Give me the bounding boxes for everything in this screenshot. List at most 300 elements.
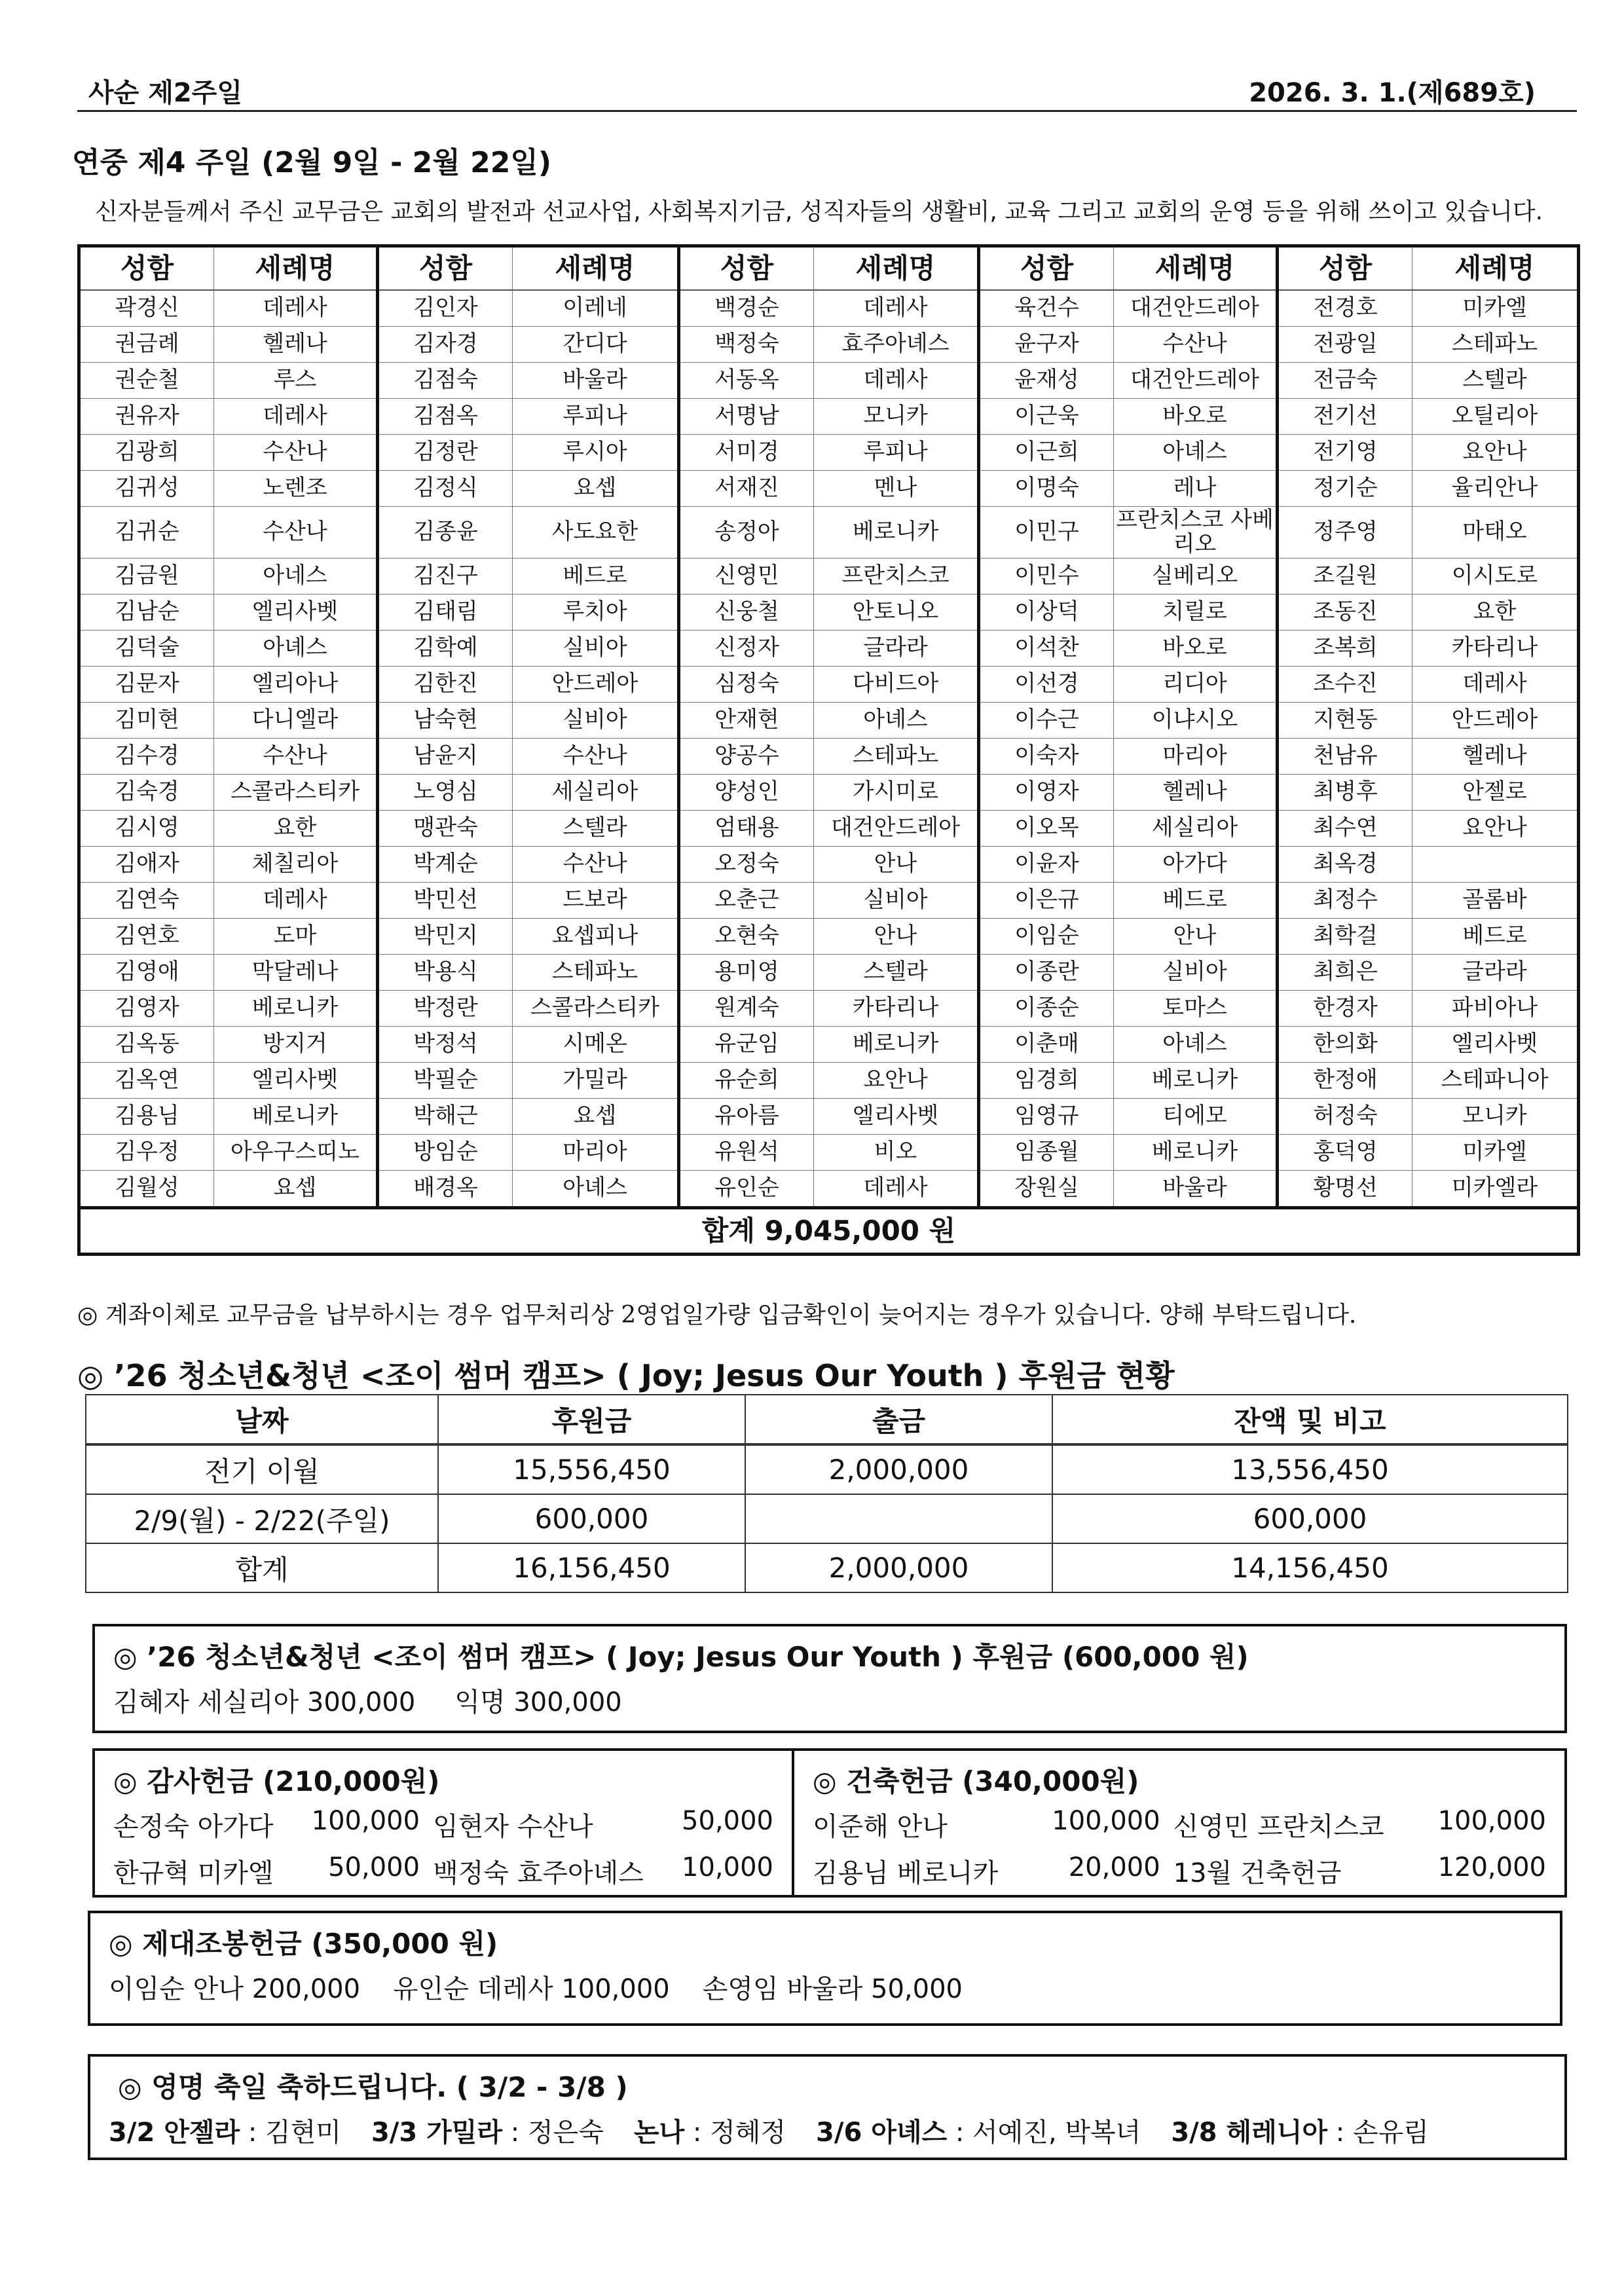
altar-offering-box: [88, 1911, 1562, 2026]
table-row: [79, 811, 1579, 847]
donor-name: 이윤자: [979, 847, 1114, 883]
donor-name: 이상덕: [979, 595, 1114, 631]
donor-name: 박민선: [378, 883, 513, 919]
donor-name: 김용님 베로니카: [813, 1858, 999, 1888]
donor-name: 김남순: [79, 595, 214, 631]
donor-name: 조수진: [1278, 667, 1412, 703]
donor-name: 박계순: [378, 847, 513, 883]
donor-name: 오춘근: [679, 883, 814, 919]
donor-name: 최학걸: [1278, 919, 1412, 955]
donor-name: 백경순: [679, 290, 814, 327]
feast-saint: 3/8 헤레니아: [1171, 2118, 1328, 2148]
donor-name: 이민구: [979, 507, 1114, 559]
donation-item: 김혜자 세실리아 300,000: [113, 1687, 416, 1717]
donation-amount: 120,000: [1437, 1852, 1546, 1882]
baptismal-name: 이시도로: [1412, 559, 1579, 595]
baptismal-name: 베로니카: [814, 1027, 979, 1063]
donor-name: 박정석: [378, 1027, 513, 1063]
baptismal-name: 이냐시오: [1114, 703, 1278, 739]
baptismal-name: 헬레나: [1412, 739, 1579, 775]
table-row: [79, 1171, 1579, 1208]
column-header: 출금: [745, 1395, 1052, 1444]
donor-name: 황명선: [1278, 1171, 1412, 1208]
donor-name: 유인순: [679, 1171, 814, 1208]
baptismal-name: 데레사: [814, 290, 979, 327]
baptismal-name: 바오로: [1114, 399, 1278, 435]
donor-name: 권유자: [79, 399, 214, 435]
donor-name: 원계숙: [679, 991, 814, 1027]
donor-name: 임현자 수산나: [433, 1812, 593, 1842]
donor-name: 김영자: [79, 991, 214, 1027]
donor-name: 용미영: [679, 955, 814, 991]
donor-name: 김귀순: [79, 507, 214, 559]
column-header-saint: 세례명: [1114, 246, 1278, 291]
baptismal-name: 루시아: [513, 435, 679, 471]
baptismal-name: 안젤로: [1412, 775, 1579, 811]
baptismal-name: 요안나: [1412, 435, 1579, 471]
donation-item: 이임순 안나 200,000: [109, 1974, 361, 2004]
table-row: [79, 703, 1579, 739]
baptismal-name: 다니엘라: [214, 703, 378, 739]
baptismal-name: 티에모: [1114, 1099, 1278, 1135]
donor-name: 김우정: [79, 1135, 214, 1171]
donor-name: 심정숙: [679, 667, 814, 703]
section-title: 연중 제4 주일 (2월 9일 - 2월 22일): [72, 146, 551, 179]
donor-name: 최수연: [1278, 811, 1412, 847]
feast-day-box: [88, 2054, 1567, 2160]
donor-name: 신정자: [679, 631, 814, 667]
table-cell: 13,556,450: [1052, 1444, 1568, 1494]
baptismal-name: 미카엘: [1412, 290, 1579, 327]
donor-name: 한경자: [1278, 991, 1412, 1027]
donor-name: 이근욱: [979, 399, 1114, 435]
baptismal-name: 스테파노: [814, 739, 979, 775]
table-cell: [745, 1494, 1052, 1543]
building-offering-box: [792, 1748, 1567, 1898]
donor-name: 김점숙: [378, 363, 513, 399]
baptismal-name: 가밀라: [513, 1063, 679, 1099]
total-row: [79, 1208, 1579, 1255]
baptismal-name: 아우구스띠노: [214, 1135, 378, 1171]
donation-amount: 100,000: [1052, 1806, 1160, 1836]
donor-name: 최병후: [1278, 775, 1412, 811]
donor-name: 전광일: [1278, 327, 1412, 363]
baptismal-name: 수산나: [214, 435, 378, 471]
thanks-offering-box: [92, 1748, 794, 1898]
building-offering-title: ◎ 건축헌금 (340,000원): [813, 1765, 1139, 1797]
column-header-saint: 세례명: [214, 246, 378, 291]
donor-name: 양성인: [679, 775, 814, 811]
donor-name: 이오목: [979, 811, 1114, 847]
table-row: [79, 991, 1579, 1027]
baptismal-name: 안토니오: [814, 595, 979, 631]
baptismal-name: 가시미로: [814, 775, 979, 811]
donor-name: 신웅철: [679, 595, 814, 631]
baptismal-name: 수산나: [513, 847, 679, 883]
baptismal-name: 수산나: [513, 739, 679, 775]
baptismal-name: 바울라: [513, 363, 679, 399]
donor-name: 유군임: [679, 1027, 814, 1063]
baptismal-name: 골롬바: [1412, 883, 1579, 919]
donor-name: 정기순: [1278, 471, 1412, 507]
donation-amount: 20,000: [1068, 1852, 1160, 1882]
column-header-saint: 세례명: [814, 246, 979, 291]
total-amount: 합계 9,045,000 원: [79, 1208, 1579, 1255]
baptismal-name: 데레사: [214, 399, 378, 435]
donation-item: 유인순 데레사 100,000: [393, 1974, 670, 2004]
table-row: [79, 327, 1579, 363]
baptismal-name: 수산나: [1114, 327, 1278, 363]
table-row: [79, 559, 1579, 595]
baptismal-name: 바울라: [1114, 1171, 1278, 1208]
baptismal-name: 데레사: [214, 883, 378, 919]
baptismal-name: 레나: [1114, 471, 1278, 507]
baptismal-name: 막달레나: [214, 955, 378, 991]
baptismal-name: 아녜스: [1114, 1027, 1278, 1063]
donor-name: 육건수: [979, 290, 1114, 327]
baptismal-name: 스테파노: [513, 955, 679, 991]
baptismal-name: 마태오: [1412, 507, 1579, 559]
table-row: [79, 435, 1579, 471]
donor-name: 한의화: [1278, 1027, 1412, 1063]
baptismal-name: 베로니카: [214, 991, 378, 1027]
donor-name: 서명남: [679, 399, 814, 435]
baptismal-name: 엘리사벳: [214, 595, 378, 631]
donor-name: 신영민 프란치스코: [1173, 1812, 1384, 1842]
baptismal-name: 데레사: [814, 363, 979, 399]
baptismal-name: 데레사: [214, 290, 378, 327]
baptismal-name: 아네스: [214, 559, 378, 595]
donor-name: 김연호: [79, 919, 214, 955]
table-row: [79, 399, 1579, 435]
baptismal-name: 실베리오: [1114, 559, 1278, 595]
baptismal-name: 스콜라스티카: [214, 775, 378, 811]
baptismal-name: 엘리사벳: [214, 1063, 378, 1099]
table-row: [79, 1027, 1579, 1063]
baptismal-name: 엘리사벳: [814, 1099, 979, 1135]
donor-name: 박필순: [378, 1063, 513, 1099]
donor-name: 권순철: [79, 363, 214, 399]
donor-name: 김인자: [378, 290, 513, 327]
donor-name: 노영심: [378, 775, 513, 811]
donor-name: 유순희: [679, 1063, 814, 1099]
donor-name: 임영규: [979, 1099, 1114, 1135]
donation-amount: 100,000: [311, 1806, 420, 1836]
table-row: [86, 1444, 1568, 1494]
baptismal-name: 모니카: [814, 399, 979, 435]
donor-name: 서동옥: [679, 363, 814, 399]
donor-name: 김한진: [378, 667, 513, 703]
donor-name: 박용식: [378, 955, 513, 991]
donor-name: 이종란: [979, 955, 1114, 991]
donor-name: 조길원: [1278, 559, 1412, 595]
baptismal-name: 데레사: [814, 1171, 979, 1208]
donor-name: 맹관숙: [378, 811, 513, 847]
donor-name: 조동진: [1278, 595, 1412, 631]
table-row: [79, 595, 1579, 631]
baptismal-name: 스테파니아: [1412, 1063, 1579, 1099]
donor-name: 남숙현: [378, 703, 513, 739]
baptismal-name: 글라라: [814, 631, 979, 667]
baptismal-name: 아가다: [1114, 847, 1278, 883]
donor-name: 박정란: [378, 991, 513, 1027]
donor-name: 장원실: [979, 1171, 1114, 1208]
column-header: 후원금: [438, 1395, 745, 1444]
donor-name: 김광희: [79, 435, 214, 471]
donor-name: 한규혁 미카엘: [113, 1858, 274, 1888]
table-cell: 합계: [86, 1543, 438, 1592]
baptismal-name: 아녜스: [214, 631, 378, 667]
column-header: 잔액 및 비고: [1052, 1395, 1568, 1444]
baptismal-name: 스테파노: [1412, 327, 1579, 363]
table-row: [79, 883, 1579, 919]
donor-name: 박해근: [378, 1099, 513, 1135]
donor-name: 신영민: [679, 559, 814, 595]
donor-name: 곽경신: [79, 290, 214, 327]
donor-name: 김시영: [79, 811, 214, 847]
baptismal-name: [1412, 847, 1579, 883]
baptismal-name: 글라라: [1412, 955, 1579, 991]
baptismal-name: 노렌조: [214, 471, 378, 507]
baptismal-name: 베로니카: [214, 1099, 378, 1135]
baptismal-name: 마리아: [1114, 739, 1278, 775]
baptismal-name: 베로니카: [1114, 1063, 1278, 1099]
feast-item: [109, 2112, 341, 2149]
donor-name: 양공수: [679, 739, 814, 775]
baptismal-name: 프란치스코 사베리오: [1114, 507, 1278, 559]
table-row: [86, 1494, 1568, 1543]
donor-name: 최정수: [1278, 883, 1412, 919]
baptismal-name: 수산나: [214, 739, 378, 775]
donor-name: 김옥연: [79, 1063, 214, 1099]
donation-amount: 50,000: [682, 1806, 773, 1836]
donor-name: 배경옥: [378, 1171, 513, 1208]
baptismal-name: 세실리아: [1114, 811, 1278, 847]
donor-name: 오정숙: [679, 847, 814, 883]
column-header-name: 성함: [79, 246, 214, 291]
donor-name: 서미경: [679, 435, 814, 471]
table-cell: 16,156,450: [438, 1543, 745, 1592]
donor-name: 김숙경: [79, 775, 214, 811]
baptismal-name: 헬레나: [214, 327, 378, 363]
baptismal-name: 요셉: [513, 1099, 679, 1135]
bulletin-week: 사순 제2주일: [88, 78, 242, 108]
baptismal-name: 베로니카: [814, 507, 979, 559]
baptismal-name: 요안나: [1412, 811, 1579, 847]
transfer-note: ◎ 계좌이체로 교무금을 납부하시는 경우 업무처리상 2영업일가량 입금확인이 늦어지는 경우가 있습니다. 양해 부탁드립니다.: [77, 1302, 1357, 1329]
bulletin-date: 2026. 3. 1.(제689호): [1249, 78, 1536, 108]
column-header-saint: 세례명: [1412, 246, 1579, 291]
donor-name: 오현숙: [679, 919, 814, 955]
donor-name: 김태림: [378, 595, 513, 631]
donor-name: 김옥동: [79, 1027, 214, 1063]
baptismal-name: 비오: [814, 1135, 979, 1171]
donor-name: 윤재성: [979, 363, 1114, 399]
baptismal-name: 모니카: [1412, 1099, 1579, 1135]
baptismal-name: 베드로: [513, 559, 679, 595]
baptismal-name: 율리안나: [1412, 471, 1579, 507]
baptismal-name: 스텔라: [1412, 363, 1579, 399]
donor-name: 안재현: [679, 703, 814, 739]
donor-name: 방임순: [378, 1135, 513, 1171]
baptismal-name: 미카엘라: [1412, 1171, 1579, 1208]
donor-name: 정주영: [1278, 507, 1412, 559]
donor-name: 김덕술: [79, 631, 214, 667]
table-cell: 600,000: [438, 1494, 745, 1543]
baptismal-name: 루치아: [513, 595, 679, 631]
baptismal-name: 도마: [214, 919, 378, 955]
donation-amount: 100,000: [1437, 1806, 1546, 1836]
donor-name: 13월 건축헌금: [1173, 1858, 1342, 1888]
donation-amount: 10,000: [682, 1852, 773, 1882]
baptismal-name: 실비아: [513, 703, 679, 739]
baptismal-name: 베로니카: [1114, 1135, 1278, 1171]
donor-name: 이준해 안나: [813, 1812, 948, 1842]
donor-name: 김영애: [79, 955, 214, 991]
feast-saint: 3/6 아녜스: [816, 2118, 948, 2148]
column-header-name: 성함: [979, 246, 1114, 291]
donor-name: 이임순: [979, 919, 1114, 955]
youth-fund-title: ◎ ’26 청소년&청년 <조이 썸머 캠프> ( Joy; Jesus Our Youth ) 후원금 현황: [77, 1358, 1175, 1393]
baptismal-name: 안드레아: [1412, 703, 1579, 739]
donor-name: 이춘매: [979, 1027, 1114, 1063]
baptismal-name: 요한: [214, 811, 378, 847]
donor-name: 권금례: [79, 327, 214, 363]
baptismal-name: 사도요한: [513, 507, 679, 559]
baptismal-name: 카타리나: [814, 991, 979, 1027]
table-cell: 2/9(월) - 2/22(주일): [86, 1494, 438, 1543]
donor-name: 이은규: [979, 883, 1114, 919]
donor-name: 유아름: [679, 1099, 814, 1135]
column-header-name: 성함: [679, 246, 814, 291]
donor-name: 박민지: [378, 919, 513, 955]
donor-name: 김연숙: [79, 883, 214, 919]
table-cell: 600,000: [1052, 1494, 1568, 1543]
baptismal-name: 엘리아나: [214, 667, 378, 703]
baptismal-name: 아녜스: [814, 703, 979, 739]
baptismal-name: 마리아: [513, 1135, 679, 1171]
feast-names: : 손유림: [1327, 2118, 1429, 2148]
table-row: [79, 1063, 1579, 1099]
table-row: [79, 507, 1579, 559]
donor-name: 이민수: [979, 559, 1114, 595]
table-row: [86, 1543, 1568, 1592]
table-row: [79, 919, 1579, 955]
feast-saint: 3/2 안젤라: [109, 2118, 240, 2148]
donor-name: 서재진: [679, 471, 814, 507]
donation-item: 손영임 바울라 50,000: [702, 1974, 963, 2004]
donor-name: 이선경: [979, 667, 1114, 703]
baptismal-name: 대건안드레아: [1114, 363, 1278, 399]
baptismal-name: 오틸리아: [1412, 399, 1579, 435]
table-cell: 2,000,000: [745, 1543, 1052, 1592]
donor-name: 이수근: [979, 703, 1114, 739]
feast-names: : 김현미: [240, 2118, 341, 2148]
donor-name: 김종윤: [378, 507, 513, 559]
donor-name: 최희은: [1278, 955, 1412, 991]
donor-name: 천남유: [1278, 739, 1412, 775]
table-row: [79, 739, 1579, 775]
section-subtitle: 신자분들께서 주신 교무금은 교회의 발전과 선교사업, 사회복지기금, 성직자들의 생활비, 교육 그리고 교회의 운영 등을 위해 쓰이고 있습니다.: [95, 198, 1543, 225]
donor-table: [77, 244, 1580, 1256]
donor-name: 허정숙: [1278, 1099, 1412, 1135]
feast-names: : 정혜정: [684, 2118, 786, 2148]
baptismal-name: 요한: [1412, 595, 1579, 631]
table-row: [79, 1099, 1579, 1135]
baptismal-name: 토마스: [1114, 991, 1278, 1027]
table-cell: 15,556,450: [438, 1444, 745, 1494]
table-row: [79, 363, 1579, 399]
donor-name: 송정아: [679, 507, 814, 559]
baptismal-name: 프란치스코: [814, 559, 979, 595]
donor-name: 전기선: [1278, 399, 1412, 435]
table-row: [79, 847, 1579, 883]
donation-item: 익명 300,000: [454, 1687, 622, 1717]
baptismal-name: 루피나: [513, 399, 679, 435]
donor-name: 이근희: [979, 435, 1114, 471]
baptismal-name: 대건안드레아: [1114, 290, 1278, 327]
donor-name: 김미현: [79, 703, 214, 739]
donor-name: 김점옥: [378, 399, 513, 435]
donor-name: 한정애: [1278, 1063, 1412, 1099]
baptismal-name: 안나: [814, 919, 979, 955]
baptismal-name: 파비아나: [1412, 991, 1579, 1027]
baptismal-name: 세실리아: [513, 775, 679, 811]
donor-name: 전경호: [1278, 290, 1412, 327]
feast-names: : 서예진, 박복녀: [947, 2118, 1141, 2148]
feast-item: [816, 2112, 1141, 2149]
baptismal-name: 루스: [214, 363, 378, 399]
column-header: 날짜: [86, 1395, 438, 1444]
feast-saint: 논나: [633, 2118, 685, 2148]
column-header-name: 성함: [1278, 246, 1412, 291]
donor-name: 김정식: [378, 471, 513, 507]
table-row: [79, 631, 1579, 667]
donor-name: 임종월: [979, 1135, 1114, 1171]
donor-name: 김정란: [378, 435, 513, 471]
donor-name: 이영자: [979, 775, 1114, 811]
donor-name: 김문자: [79, 667, 214, 703]
table-cell: 2,000,000: [745, 1444, 1052, 1494]
baptismal-name: 요셉: [513, 471, 679, 507]
table-row: [79, 775, 1579, 811]
baptismal-name: 요셉피나: [513, 919, 679, 955]
donor-name: 남윤지: [378, 739, 513, 775]
baptismal-name: 드보라: [513, 883, 679, 919]
table-cell: 전기 이월: [86, 1444, 438, 1494]
donor-name: 지현동: [1278, 703, 1412, 739]
donor-name: 김자경: [378, 327, 513, 363]
altar-offering-title: ◎ 제대조봉헌금 (350,000 원): [109, 1928, 498, 1960]
donor-name: 최옥경: [1278, 847, 1412, 883]
baptismal-name: 미카엘: [1412, 1135, 1579, 1171]
donation-amount: 50,000: [328, 1852, 420, 1882]
baptismal-name: 스텔라: [814, 955, 979, 991]
baptismal-name: 멘나: [814, 471, 979, 507]
baptismal-name: 루피나: [814, 435, 979, 471]
feast-item: [1171, 2112, 1429, 2149]
donor-name: 김용님: [79, 1099, 214, 1135]
table-cell: 14,156,450: [1052, 1543, 1568, 1592]
donor-name: 이명숙: [979, 471, 1114, 507]
baptismal-name: 요안나: [814, 1063, 979, 1099]
feast-item: [371, 2112, 604, 2149]
baptismal-name: 이레네: [513, 290, 679, 327]
donor-name: 백정숙: [679, 327, 814, 363]
feast-day-title: ◎ 영명 축일 축하드립니다. ( 3/2 - 3/8 ): [118, 2071, 628, 2103]
donor-name: 홍덕영: [1278, 1135, 1412, 1171]
baptismal-name: 시메온: [513, 1027, 679, 1063]
